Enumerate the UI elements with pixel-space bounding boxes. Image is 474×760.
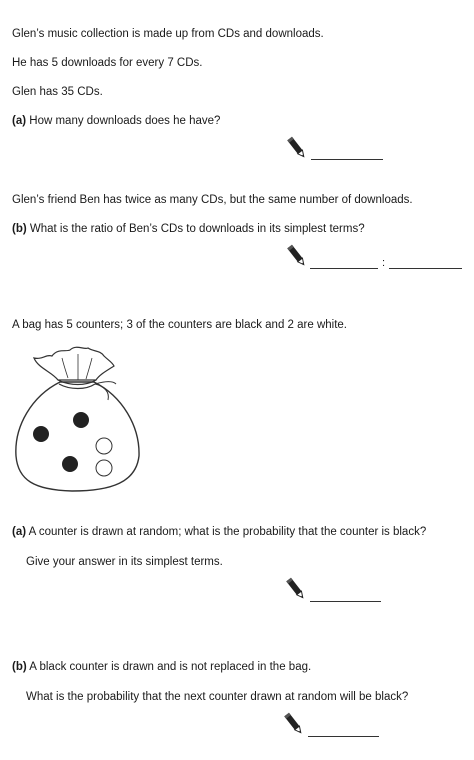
q1b-text: What is the ratio of Ben’s CDs to downloads in its simplest terms? (29, 223, 365, 235)
white-counter (96, 438, 112, 454)
bag-illustration (12, 344, 142, 494)
white-counter (96, 460, 112, 476)
q1a-answer-line[interactable] (311, 159, 383, 160)
q1a-label: (a) (12, 115, 27, 127)
q1a-question (12, 114, 220, 128)
q2b-question-line2: What is the probability that the next counter drawn at random will be black? (26, 691, 409, 703)
pencil-icon (287, 243, 307, 269)
pencil-icon (284, 711, 304, 737)
q2b-text: A black counter is drawn and is not replaced in the bag. (29, 661, 312, 673)
q2-intro: A bag has 5 counters; 3 of the counters are black and 2 are white. (12, 319, 347, 331)
black-counter (73, 412, 89, 428)
black-counter (62, 456, 78, 472)
q2a-note: Give your answer in its simplest terms. (26, 556, 223, 568)
q1-intro-line1: Glen’s music collection is made up from CDs and downloads. (12, 28, 324, 40)
q1-ben-text: Glen’s friend Ben has twice as many CDs, but the same number of downloads. (12, 194, 413, 206)
q2b-answer-line[interactable] (308, 736, 379, 737)
q1b-answer-line-downloads[interactable] (389, 268, 462, 269)
q1-intro-line3: Glen has 35 CDs. (12, 86, 103, 98)
q2a-answer-line[interactable] (310, 601, 381, 602)
q2b-question (12, 660, 311, 674)
q1-intro-line2: He has 5 downloads for every 7 CDs. (12, 57, 203, 69)
pencil-icon (286, 576, 306, 602)
q2a-question (12, 525, 426, 539)
q2a-text: A counter is drawn at random; what is the probability that the counter is black? (28, 526, 427, 538)
q2b-label: (b) (12, 661, 27, 673)
q1b-question (12, 222, 365, 236)
q2a-label: (a) (12, 526, 27, 538)
ratio-separator: : (382, 257, 386, 269)
q1b-answer-line-cds[interactable] (310, 268, 378, 269)
q1a-text: How many downloads does he have? (29, 115, 221, 127)
black-counter (33, 426, 49, 442)
pencil-icon (287, 135, 307, 161)
q1b-label: (b) (12, 223, 27, 235)
